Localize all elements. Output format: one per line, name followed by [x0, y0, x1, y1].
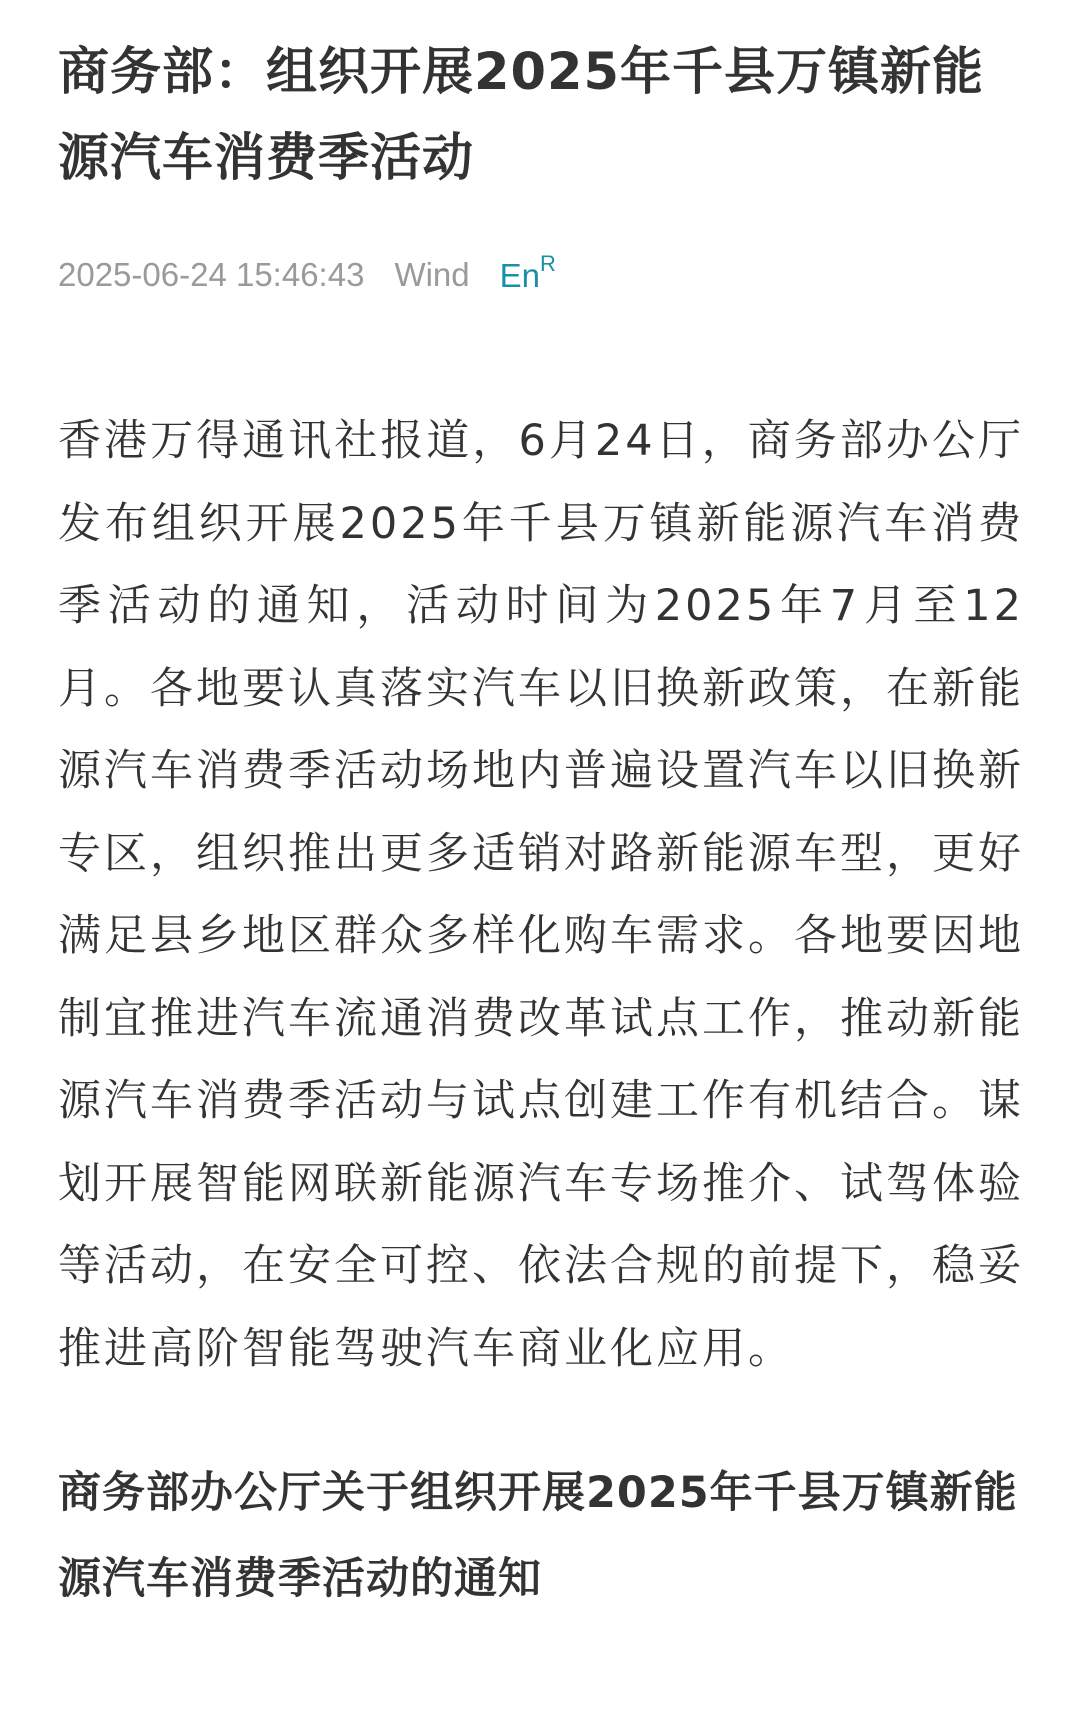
- english-toggle-superscript: R: [540, 251, 556, 276]
- article-title: 商务部：组织开展2025年千县万镇新能源汽车消费季活动: [58, 43, 984, 188]
- article-body: 香港万得通讯社报道，6月24日，商务部办公厅发布组织开展2025年千县万镇新能源汽车消费季活动的通知，活动时间为2025年7月至12月。各地要认真落实汽车以旧换新政策，在新能源汽车消费季活动场地内普遍设置汽车以旧换新专区，组织推出更多适销对路新能源车型，更好满足县乡地区群众多样化购车需求。各地要因地制宜推进汽车流通消费改革试点工作，推动新能源汽车消费季活动与试点创建工作有机结合。谋划开展智能网联新能源汽车专场推介、试驾体验等活动，在安全可控、依法合规的前提下，稳妥推进高阶智能驾驶汽车商业化应用。: [58, 416, 1024, 1374]
- article-container: [58, 0, 1024, 1622]
- publish-timestamp: 2025-06-24 15:46:43: [58, 256, 365, 293]
- english-toggle-label: En: [499, 257, 540, 294]
- english-toggle-button[interactable]: [499, 251, 556, 295]
- article-source: Wind: [394, 256, 470, 293]
- article-meta: [58, 250, 1024, 300]
- article-subheading: 商务部办公厅关于组织开展2025年千县万镇新能源汽车消费季活动的通知: [58, 1468, 1018, 1604]
